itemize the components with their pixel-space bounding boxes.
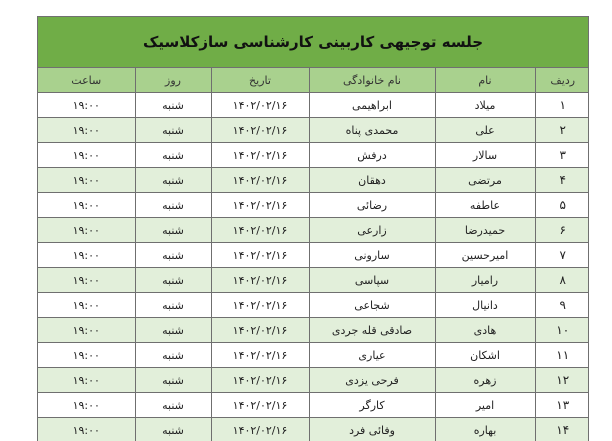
cell-day: شنبه	[135, 268, 211, 293]
cell-first-name: دانیال	[435, 293, 535, 318]
table-row	[38, 293, 589, 318]
cell-date: ۱۴۰۲/۰۲/۱۶	[211, 318, 309, 343]
table-row	[38, 343, 589, 368]
cell-day: شنبه	[135, 343, 211, 368]
cell-date: ۱۴۰۲/۰۲/۱۶	[211, 143, 309, 168]
cell-date: ۱۴۰۲/۰۲/۱۶	[211, 368, 309, 393]
table-row	[38, 268, 589, 293]
cell-first-name: علی	[435, 118, 535, 143]
cell-index: ۱۲	[535, 368, 589, 393]
cell-index: ۵	[535, 193, 589, 218]
table-row	[38, 118, 589, 143]
cell-first-name: سالار	[435, 143, 535, 168]
cell-last-name: عیاری	[309, 343, 435, 368]
cell-first-name: امیرحسین	[435, 243, 535, 268]
cell-first-name: میلاد	[435, 93, 535, 118]
cell-time: ۱۹:۰۰	[38, 268, 135, 293]
cell-first-name: زهره	[435, 368, 535, 393]
table-row	[38, 418, 589, 441]
cell-day: شنبه	[135, 243, 211, 268]
cell-date: ۱۴۰۲/۰۲/۱۶	[211, 168, 309, 193]
cell-index: ۸	[535, 268, 589, 293]
cell-date: ۱۴۰۲/۰۲/۱۶	[211, 193, 309, 218]
cell-date: ۱۴۰۲/۰۲/۱۶	[211, 293, 309, 318]
cell-first-name: هادی	[435, 318, 535, 343]
cell-time: ۱۹:۰۰	[38, 168, 135, 193]
cell-index: ۱۳	[535, 393, 589, 418]
cell-last-name: درفش	[309, 143, 435, 168]
cell-last-name: فرحی یزدی	[309, 368, 435, 393]
cell-day: شنبه	[135, 118, 211, 143]
cell-day: شنبه	[135, 93, 211, 118]
cell-last-name: رضائی	[309, 193, 435, 218]
cell-time: ۱۹:۰۰	[38, 118, 135, 143]
header-row	[38, 68, 589, 93]
cell-first-name: بهاره	[435, 418, 535, 441]
cell-time: ۱۹:۰۰	[38, 318, 135, 343]
cell-last-name: شجاعی	[309, 293, 435, 318]
cell-date: ۱۴۰۲/۰۲/۱۶	[211, 93, 309, 118]
cell-first-name: اشکان	[435, 343, 535, 368]
cell-day: شنبه	[135, 143, 211, 168]
cell-index: ۷	[535, 243, 589, 268]
cell-last-name: زارعی	[309, 218, 435, 243]
cell-date: ۱۴۰۲/۰۲/۱۶	[211, 393, 309, 418]
cell-day: شنبه	[135, 418, 211, 441]
col-header-first-name: نام	[435, 68, 535, 93]
cell-time: ۱۹:۰۰	[38, 343, 135, 368]
cell-index: ۱۰	[535, 318, 589, 343]
cell-day: شنبه	[135, 293, 211, 318]
table-row	[38, 243, 589, 268]
cell-date: ۱۴۰۲/۰۲/۱۶	[211, 343, 309, 368]
cell-index: ۹	[535, 293, 589, 318]
table-row	[38, 368, 589, 393]
cell-day: شنبه	[135, 393, 211, 418]
cell-first-name: حمیدرضا	[435, 218, 535, 243]
cell-time: ۱۹:۰۰	[38, 293, 135, 318]
cell-first-name: امیر	[435, 393, 535, 418]
cell-index: ۲	[535, 118, 589, 143]
schedule-table	[38, 68, 589, 441]
table-row	[38, 218, 589, 243]
sheet-title: جلسه توجیهی کاربینی کارشناسی سازکلاسیک	[38, 17, 588, 68]
cell-last-name: وفائی فرد	[309, 418, 435, 441]
cell-index: ۳	[535, 143, 589, 168]
col-header-time: ساعت	[38, 68, 135, 93]
cell-index: ۱	[535, 93, 589, 118]
cell-last-name: صادقی قله جردی	[309, 318, 435, 343]
cell-last-name: سارونی	[309, 243, 435, 268]
cell-date: ۱۴۰۲/۰۲/۱۶	[211, 418, 309, 441]
cell-time: ۱۹:۰۰	[38, 93, 135, 118]
cell-date: ۱۴۰۲/۰۲/۱۶	[211, 218, 309, 243]
cell-last-name: ابراهیمی	[309, 93, 435, 118]
cell-index: ۱۴	[535, 418, 589, 441]
col-header-index: ردیف	[535, 68, 589, 93]
cell-time: ۱۹:۰۰	[38, 368, 135, 393]
cell-index: ۴	[535, 168, 589, 193]
schedule-sheet	[37, 16, 589, 441]
table-row	[38, 393, 589, 418]
cell-index: ۱۱	[535, 343, 589, 368]
cell-first-name: مرتضی	[435, 168, 535, 193]
cell-day: شنبه	[135, 218, 211, 243]
cell-index: ۶	[535, 218, 589, 243]
col-header-last-name: نام خانوادگی	[309, 68, 435, 93]
cell-day: شنبه	[135, 368, 211, 393]
cell-date: ۱۴۰۲/۰۲/۱۶	[211, 118, 309, 143]
table-row	[38, 93, 589, 118]
cell-time: ۱۹:۰۰	[38, 218, 135, 243]
cell-time: ۱۹:۰۰	[38, 193, 135, 218]
cell-time: ۱۹:۰۰	[38, 418, 135, 441]
table-row	[38, 193, 589, 218]
cell-day: شنبه	[135, 318, 211, 343]
cell-day: شنبه	[135, 168, 211, 193]
table-body	[38, 93, 589, 441]
cell-time: ۱۹:۰۰	[38, 393, 135, 418]
col-header-day: روز	[135, 68, 211, 93]
cell-first-name: رامیار	[435, 268, 535, 293]
cell-last-name: محمدی پناه	[309, 118, 435, 143]
cell-day: شنبه	[135, 193, 211, 218]
cell-time: ۱۹:۰۰	[38, 143, 135, 168]
table-row	[38, 143, 589, 168]
col-header-date: تاریخ	[211, 68, 309, 93]
cell-last-name: کارگر	[309, 393, 435, 418]
cell-date: ۱۴۰۲/۰۲/۱۶	[211, 243, 309, 268]
cell-first-name: عاطفه	[435, 193, 535, 218]
table-row	[38, 168, 589, 193]
cell-last-name: سپاسی	[309, 268, 435, 293]
cell-date: ۱۴۰۲/۰۲/۱۶	[211, 268, 309, 293]
table-row	[38, 318, 589, 343]
cell-last-name: دهقان	[309, 168, 435, 193]
cell-time: ۱۹:۰۰	[38, 243, 135, 268]
